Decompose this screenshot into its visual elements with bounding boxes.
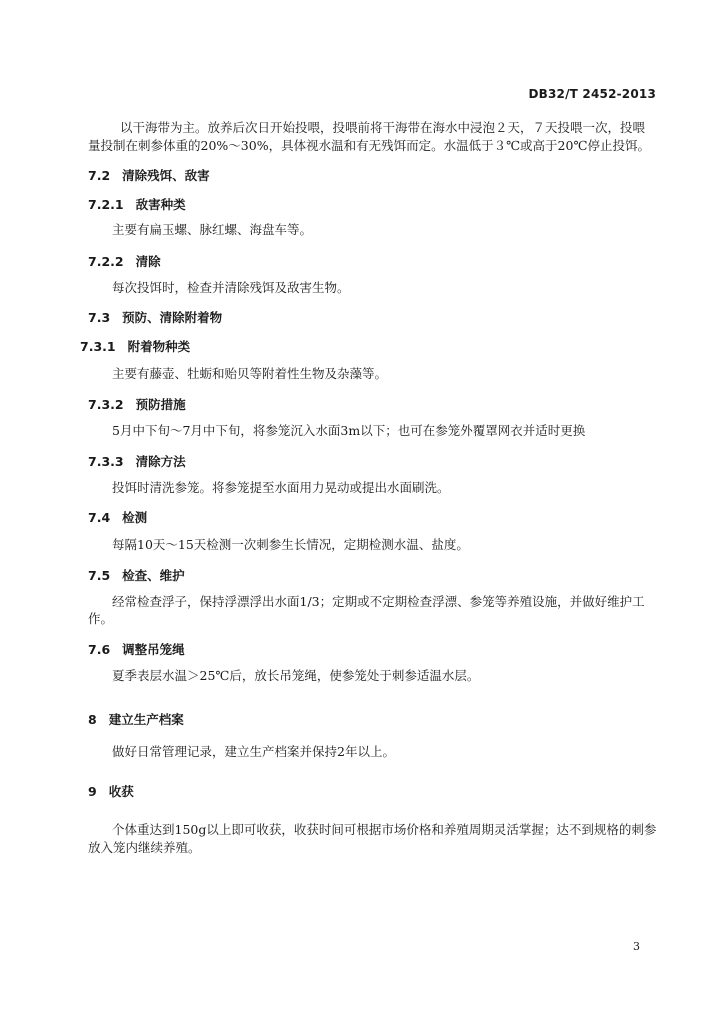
- section-title: 预防、清除附着物: [122, 310, 223, 325]
- section-number: 7.2.2: [88, 254, 124, 269]
- section-7-3-heading: [88, 308, 222, 326]
- section-7-3-1-heading: [80, 337, 190, 355]
- section-title: 清除: [135, 254, 161, 269]
- section-title: 敌害种类: [135, 197, 186, 212]
- section-9-heading: [88, 782, 134, 800]
- section-7-3-2-paragraph: 5月中下旬～7月中下旬，将参笼沉入水面3m以下；也可在参笼外覆罩网衣并适时更换: [112, 423, 586, 438]
- section-title: 调整吊笼绳: [122, 642, 185, 657]
- section-title: 检查、维护: [122, 568, 185, 583]
- section-7-5-paragraph-line2: 作。: [88, 611, 114, 626]
- section-number: 7.2.1: [88, 197, 124, 212]
- section-8-paragraph: 做好日常管理记录，建立生产档案并保持2年以上。: [112, 744, 395, 759]
- section-number: 9: [88, 784, 97, 799]
- section-7-2-1-heading: [88, 195, 186, 213]
- section-7-6-heading: [88, 640, 185, 658]
- section-title: 检测: [122, 510, 148, 525]
- section-7-2-2-paragraph: 每次投饵时，检查并清除残饵及敌害生物。: [112, 280, 350, 295]
- section-9-paragraph-line1: 个体重达到150g以上即可收获，收获时间可根据市场价格和养殖周期灵活掌握；达不到规格的刺参: [112, 822, 657, 837]
- intro-paragraph-line1: 以干海带为主。放养后次日开始投喂，投喂前将干海带在海水中浸泡２天，７天投喂一次，投喂: [120, 120, 646, 135]
- section-7-2-1-paragraph: 主要有扁玉螺、脉红螺、海盘车等。: [112, 222, 313, 237]
- section-7-2-heading: [88, 166, 210, 184]
- section-number: 7.4: [88, 510, 111, 525]
- section-number: 7.3.2: [88, 397, 124, 412]
- section-7-3-1-paragraph: 主要有藤壶、牡蛎和贻贝等附着性生物及杂藻等。: [112, 366, 388, 381]
- section-number: 7.6: [88, 642, 111, 657]
- section-7-5-heading: [88, 566, 185, 584]
- section-9-paragraph-line2: 放入笼内继续养殖。: [88, 840, 201, 855]
- section-7-6-paragraph: 夏季表层水温＞25℃后，放长吊笼绳，使参笼处于刺参适温水层。: [112, 668, 480, 683]
- section-number: 7.5: [88, 568, 111, 583]
- section-7-4-heading: [88, 508, 147, 526]
- section-title: 建立生产档案: [108, 712, 184, 727]
- section-7-4-paragraph: 每隔10天～15天检测一次刺参生长情况，定期检测水温、盐度。: [112, 537, 469, 552]
- page-number: 3: [633, 940, 640, 953]
- section-title: 清除残饵、敌害: [122, 168, 210, 183]
- section-number: 7.2: [88, 168, 111, 183]
- section-number: 8: [88, 712, 97, 727]
- section-number: 7.3.1: [80, 339, 116, 354]
- section-7-5-paragraph-line1: 经常检查浮子，保持浮漂浮出水面1/3；定期或不定期检查浮漂、参笼等养殖设施，并做好维护工: [112, 594, 645, 609]
- section-7-3-3-paragraph: 投饵时清洗参笼。将参笼提至水面用力晃动或提出水面刷洗。: [112, 480, 450, 495]
- intro-paragraph-line2: 量投制在刺参体重的20%～30%，具体视水温和有无残饵而定。水温低于３℃或高于20℃停止投饵。: [88, 138, 650, 153]
- section-number: 7.3: [88, 310, 111, 325]
- section-title: 清除方法: [135, 454, 186, 469]
- section-7-2-2-heading: [88, 252, 161, 270]
- section-7-3-2-heading: [88, 395, 186, 413]
- section-number: 7.3.3: [88, 454, 124, 469]
- standard-code-header: DB32/T 2452-2013: [528, 87, 656, 101]
- section-title: 附着物种类: [127, 339, 191, 354]
- section-title: 收获: [108, 784, 134, 799]
- section-title: 预防措施: [135, 397, 186, 412]
- section-8-heading: [88, 710, 184, 728]
- section-7-3-3-heading: [88, 452, 186, 470]
